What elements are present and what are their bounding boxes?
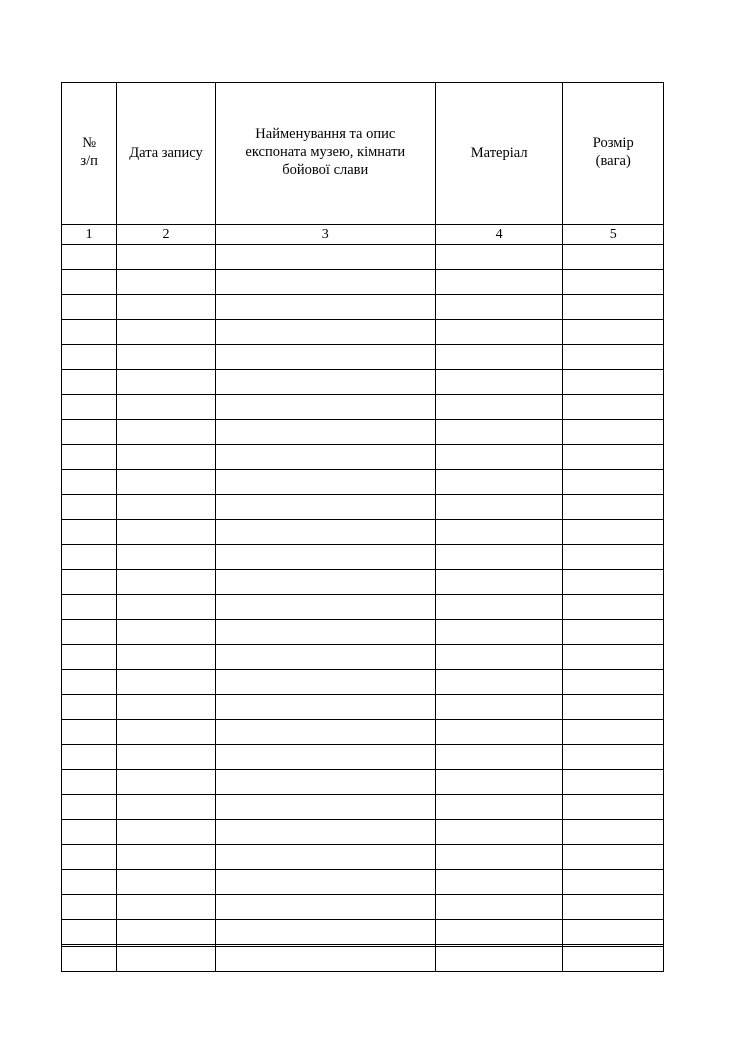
table-cell	[215, 345, 435, 370]
table-row	[62, 270, 664, 295]
table-cell	[215, 895, 435, 920]
table-cell	[62, 820, 117, 845]
table-cell	[117, 770, 215, 795]
table-cell	[435, 345, 563, 370]
table-cell	[117, 470, 215, 495]
table-cell	[563, 745, 664, 770]
table-cell	[563, 947, 664, 972]
column-number-3: 3	[215, 225, 435, 245]
table-row	[62, 745, 664, 770]
table-row	[62, 445, 664, 470]
table-row	[62, 670, 664, 695]
table-cell	[563, 570, 664, 595]
header-record-date-label: Дата запису	[129, 144, 203, 161]
table-row	[62, 595, 664, 620]
column-number-row	[62, 225, 664, 245]
table-row	[62, 545, 664, 570]
table-cell	[563, 595, 664, 620]
table-cell	[215, 645, 435, 670]
table-cell	[215, 595, 435, 620]
table-cell	[215, 670, 435, 695]
table-cell	[215, 370, 435, 395]
table-cell	[62, 570, 117, 595]
table-cell	[117, 245, 215, 270]
header-exhibit-line-3: бойової слави	[282, 161, 369, 178]
table-cell	[215, 947, 435, 972]
table-row	[62, 770, 664, 795]
table-cell	[563, 520, 664, 545]
table-cell	[563, 845, 664, 870]
table-cell	[435, 295, 563, 320]
table-cell	[117, 845, 215, 870]
table-cell	[215, 320, 435, 345]
table-cell	[215, 545, 435, 570]
header-number	[62, 83, 117, 225]
table-cell	[62, 745, 117, 770]
table-cell	[117, 495, 215, 520]
table-cell	[62, 320, 117, 345]
table-cell	[435, 370, 563, 395]
table-cell	[62, 595, 117, 620]
header-size-line-1: Розмір	[592, 134, 634, 151]
table-cell	[563, 645, 664, 670]
table-row	[62, 620, 664, 645]
table-cell	[215, 745, 435, 770]
table-cell	[563, 270, 664, 295]
table-cell	[563, 670, 664, 695]
table-cell	[563, 345, 664, 370]
table-cell	[435, 870, 563, 895]
table-cell	[117, 895, 215, 920]
table-cell	[117, 670, 215, 695]
table-cell	[117, 820, 215, 845]
table-body	[62, 245, 664, 972]
table-cell	[62, 620, 117, 645]
table-cell	[215, 695, 435, 720]
table-cell	[215, 520, 435, 545]
table-row	[62, 870, 664, 895]
table-cell	[435, 595, 563, 620]
register-table	[61, 82, 664, 972]
table-row	[62, 295, 664, 320]
table-cell	[117, 620, 215, 645]
table-cell	[435, 895, 563, 920]
table-row	[62, 845, 664, 870]
table-cell	[215, 820, 435, 845]
table-cell	[215, 395, 435, 420]
table-cell	[215, 870, 435, 895]
table-cell	[563, 920, 664, 945]
table-cell	[563, 295, 664, 320]
table-cell	[435, 795, 563, 820]
table-cell	[117, 795, 215, 820]
table-cell	[117, 920, 215, 945]
table-cell	[62, 720, 117, 745]
table-cell	[117, 395, 215, 420]
table-cell	[62, 470, 117, 495]
table-header-row	[62, 83, 664, 225]
table-cell	[62, 495, 117, 520]
table-row	[62, 795, 664, 820]
table-cell	[117, 720, 215, 745]
table-cell	[62, 895, 117, 920]
table-cell	[117, 445, 215, 470]
table-cell	[435, 270, 563, 295]
table-cell	[435, 620, 563, 645]
table-row	[62, 820, 664, 845]
table-cell	[435, 695, 563, 720]
table-cell	[62, 845, 117, 870]
table-cell	[62, 245, 117, 270]
table-cell	[435, 420, 563, 445]
table-cell	[435, 320, 563, 345]
table-cell	[563, 770, 664, 795]
table-row	[62, 420, 664, 445]
table-cell	[563, 420, 664, 445]
table-row	[62, 695, 664, 720]
header-number-line-2: з/п	[80, 152, 98, 169]
table-cell	[117, 545, 215, 570]
table-cell	[62, 645, 117, 670]
table-row	[62, 345, 664, 370]
table-cell	[117, 420, 215, 445]
table-cell	[117, 695, 215, 720]
table-row	[62, 720, 664, 745]
table-cell	[117, 595, 215, 620]
table-cell	[435, 245, 563, 270]
table-cell	[435, 445, 563, 470]
header-material	[435, 83, 563, 225]
table-cell	[563, 245, 664, 270]
table-cell	[62, 870, 117, 895]
table-cell	[563, 720, 664, 745]
header-exhibit-line-1: Найменування та опис	[255, 125, 396, 142]
table-cell	[117, 520, 215, 545]
column-number-4: 4	[435, 225, 563, 245]
table-cell	[563, 470, 664, 495]
table-cell	[435, 820, 563, 845]
table-cell	[435, 570, 563, 595]
table-cell	[62, 545, 117, 570]
column-number-1: 1	[62, 225, 117, 245]
table-cell	[563, 820, 664, 845]
table-cell	[435, 395, 563, 420]
table-cell	[435, 745, 563, 770]
table-cell	[62, 947, 117, 972]
table-row	[62, 470, 664, 495]
table-cell	[117, 270, 215, 295]
table-cell	[215, 270, 435, 295]
table-cell	[117, 745, 215, 770]
table-cell	[215, 845, 435, 870]
table-cell	[62, 670, 117, 695]
table-cell	[117, 370, 215, 395]
table-row	[62, 947, 664, 972]
table-cell	[435, 495, 563, 520]
table-cell	[62, 420, 117, 445]
header-number-line-1: №	[82, 134, 97, 151]
table-cell	[215, 570, 435, 595]
table-cell	[435, 920, 563, 945]
table-row	[62, 520, 664, 545]
table-cell	[563, 545, 664, 570]
table-cell	[62, 520, 117, 545]
table-cell	[563, 795, 664, 820]
table-cell	[62, 370, 117, 395]
table-cell	[563, 395, 664, 420]
table-cell	[563, 895, 664, 920]
table-cell	[563, 695, 664, 720]
table-cell	[215, 720, 435, 745]
table-cell	[62, 395, 117, 420]
table-cell	[563, 445, 664, 470]
table-cell	[215, 470, 435, 495]
table-cell	[215, 245, 435, 270]
table-row	[62, 570, 664, 595]
table-cell	[563, 620, 664, 645]
header-size-weight	[563, 83, 664, 225]
table-cell	[62, 920, 117, 945]
header-record-date	[117, 83, 215, 225]
table-cell	[117, 320, 215, 345]
table-cell	[215, 495, 435, 520]
table-cell	[215, 795, 435, 820]
table-cell	[117, 295, 215, 320]
table-cell	[435, 520, 563, 545]
table-cell	[435, 947, 563, 972]
table-cell	[62, 345, 117, 370]
table-cell	[435, 470, 563, 495]
table-cell	[435, 845, 563, 870]
table-cell	[563, 320, 664, 345]
table-row	[62, 370, 664, 395]
table-cell	[435, 645, 563, 670]
column-number-5: 5	[563, 225, 664, 245]
table-cell	[435, 720, 563, 745]
table-row	[62, 320, 664, 345]
table-cell	[62, 445, 117, 470]
table-cell	[215, 770, 435, 795]
table-row	[62, 495, 664, 520]
table-row	[62, 395, 664, 420]
table-cell	[117, 645, 215, 670]
header-size-line-2: (вага)	[595, 152, 631, 169]
table-cell	[563, 495, 664, 520]
header-material-label: Матеріал	[470, 144, 528, 161]
table-cell	[62, 770, 117, 795]
table-cell	[62, 795, 117, 820]
table-row	[62, 245, 664, 270]
table-cell	[435, 770, 563, 795]
table-cell	[563, 370, 664, 395]
table-cell	[563, 870, 664, 895]
column-number-2: 2	[117, 225, 215, 245]
table-cell	[117, 345, 215, 370]
table-cell	[215, 420, 435, 445]
table-row	[62, 645, 664, 670]
table-cell	[215, 295, 435, 320]
table-cell	[117, 870, 215, 895]
table-cell	[62, 695, 117, 720]
header-exhibit-line-2: експоната музею, кімнати	[245, 143, 406, 160]
table-cell	[435, 670, 563, 695]
table-cell	[62, 270, 117, 295]
table-cell	[215, 920, 435, 945]
table-row	[62, 920, 664, 945]
table-cell	[117, 947, 215, 972]
table-cell	[215, 445, 435, 470]
table-cell	[435, 545, 563, 570]
table-cell	[62, 295, 117, 320]
table-cell	[117, 570, 215, 595]
header-exhibit-description	[215, 83, 435, 225]
table-cell	[215, 620, 435, 645]
table-row	[62, 895, 664, 920]
